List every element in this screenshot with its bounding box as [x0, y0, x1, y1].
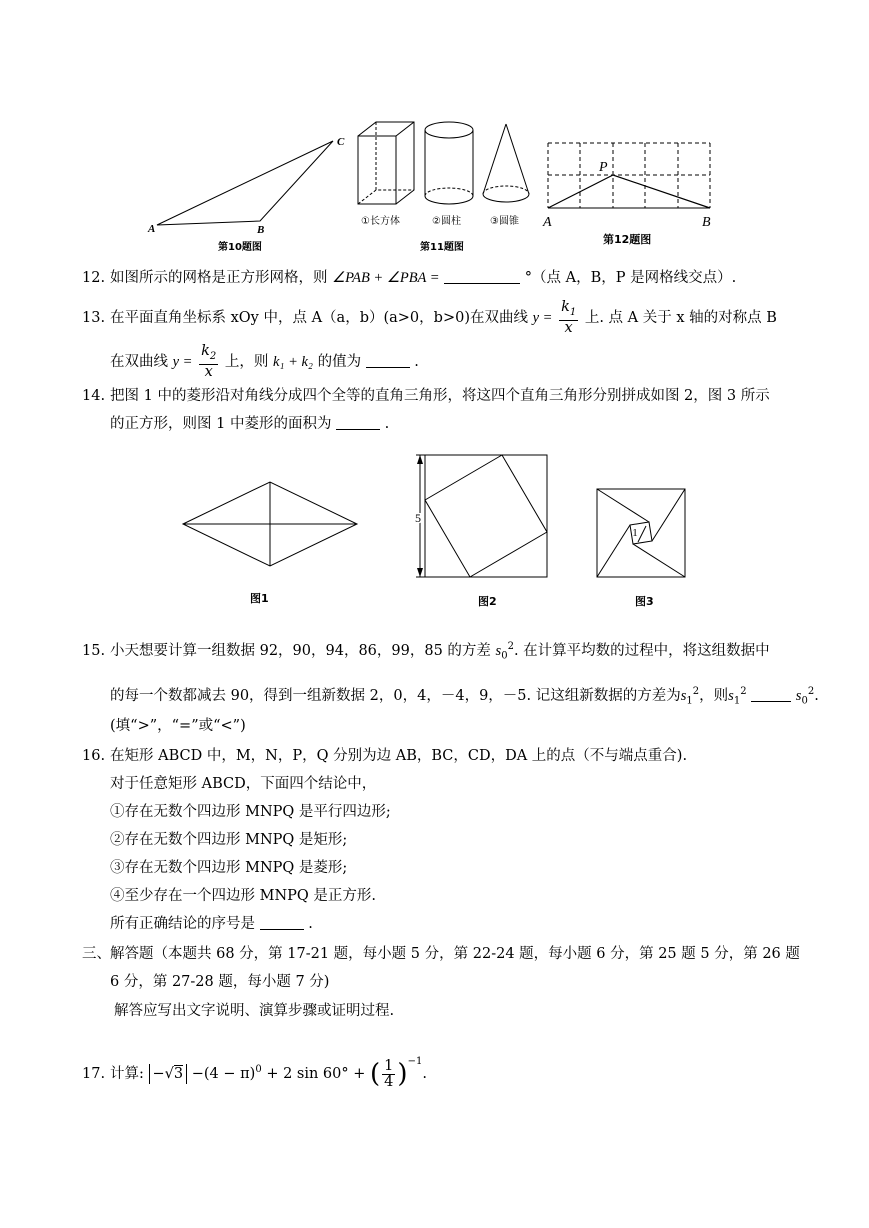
- question-number: 12.: [82, 270, 106, 286]
- figure-2-caption: 图2: [478, 595, 497, 608]
- answer-blank[interactable]: [444, 269, 520, 284]
- question-12: 12. 如图所示的网格是正方形网格，则 ∠PAB + ∠PBA = °（点 A，B，P 是网格线交点）.: [82, 270, 737, 286]
- small-square-side-label: 1: [632, 527, 638, 539]
- question-14-line-1: 14. 把图 1 中的菱形沿对角线分成四个全等的直角三角形，将这四个直角三角形分别拼成如图 2，图 3 所示: [82, 388, 770, 404]
- solid-label-cone: ③圆锥: [490, 216, 519, 227]
- point-b-label: B: [702, 215, 711, 230]
- question-16-option-1: ①存在无数个四边形 MNPQ 是平行四边形;: [110, 804, 391, 820]
- k-sum-expression: k₁ + k₂: [272, 354, 313, 370]
- question-16-line-7: 所有正确结论的序号是 .: [110, 916, 313, 932]
- question-number: 15.: [82, 642, 106, 659]
- figure-10-triangle: [145, 133, 355, 238]
- side-length-label: 5: [415, 511, 421, 525]
- question-16-option-2: ②存在无数个四边形 MNPQ 是矩形;: [110, 832, 348, 848]
- section-number: 三、: [82, 946, 111, 962]
- vertex-a-label: A: [148, 223, 156, 235]
- answer-blank[interactable]: [751, 687, 791, 702]
- vertex-b-label: B: [257, 224, 265, 236]
- question-14-line-2: 的正方形，则图 1 中菱形的面积为 .: [110, 416, 390, 432]
- figure-2-square: [410, 452, 555, 584]
- figure-11-caption: 第11题图: [420, 242, 464, 253]
- point-p-label: P: [599, 160, 608, 175]
- answer-blank[interactable]: [366, 353, 410, 368]
- solid-label-cylinder: ②圆柱: [432, 216, 461, 227]
- question-16-line-1: 16. 在矩形 ABCD 中，M，N，P，Q 分别为边 AB，BC，CD，DA 上的点（不与端点重合).: [82, 748, 688, 764]
- fraction-one-quarter: $\frac{1}{4}$: [384, 1057, 394, 1090]
- question-13-line-2: 在双曲线 y = $\frac{k_2}{x}$ 上，则 k₁ + k₂ 的值为 .: [110, 343, 419, 380]
- figure-11-solids: [354, 118, 544, 223]
- fraction-k1-over-x: $\frac{k_1}{x}$: [561, 299, 577, 336]
- question-15-line-1: 15. 小天想要计算一组数据 92，90，94，86，99，85 的方差 $s_0^2$. 在计算平均数的过程中，将这组数据中: [82, 641, 770, 662]
- absolute-value-neg-sqrt3: −√3: [149, 1064, 188, 1084]
- question-16-option-4: ④至少存在一个四边形 MNPQ 是正方形.: [110, 888, 377, 904]
- section-3-line-3: 解答应写出文字说明、演算步骤或证明过程.: [114, 1003, 395, 1019]
- solid-label-cuboid: ①长方体: [361, 216, 400, 227]
- question-number: 17.: [82, 1066, 106, 1082]
- figure-3-caption: 图3: [635, 595, 654, 608]
- answer-blank[interactable]: [336, 415, 380, 430]
- figure-12-caption: 第12题图: [603, 233, 652, 246]
- figure-1-rhombus: [180, 478, 360, 573]
- question-15-line-2: 的每一个数都减去 90，得到一组新数据 2，0，4，－4，9，－5. 记这组新数据的方差为$s_1^2$，则$s_1^2$ $s_0^2$.: [110, 686, 819, 707]
- figure-3-square: [594, 486, 689, 581]
- question-16-line-2: 对于任意矩形 ABCD，下面四个结论中，: [110, 776, 377, 792]
- section-3-line-2: 6 分，第 27-28 题，每小题 7 分): [110, 974, 330, 990]
- figure-1-caption: 图1: [250, 592, 269, 605]
- vertex-c-label: C: [337, 136, 345, 148]
- question-number: 14.: [82, 388, 106, 404]
- angle-expression: ∠PAB + ∠PBA =: [332, 270, 440, 286]
- question-15-line-3: (填“>”，“=”或“<”): [110, 718, 246, 734]
- question-number: 16.: [82, 748, 106, 764]
- answer-blank[interactable]: [260, 915, 304, 930]
- question-13-line-1: 13. 在平面直角坐标系 xOy 中，点 A（a，b）(a>0，b>0)在双曲线 y = $\frac{k_1}{x}$ 上. 点 A 关于 x 轴的对称点 B: [82, 296, 802, 340]
- fraction-k2-over-x: $\frac{k_2}{x}$: [201, 343, 217, 380]
- section-3-line-1: 三、解答题（本题共 68 分，第 17-21 题，每小题 5 分，第 22-24 题，每小题 6 分，第 25 题 5 分，第 26 题: [82, 946, 800, 962]
- question-17: 17. 计算: $-√3 -(4 - \pi)^0 + 2$ sin 60° + ( $\frac{1}{4}$ )$^{-1}$.: [82, 1040, 802, 1084]
- figure-12-grid: [540, 135, 720, 230]
- figure-10-caption: 第10题图: [218, 242, 262, 253]
- question-number: 13.: [82, 310, 106, 326]
- question-16-option-3: ③存在无数个四边形 MNPQ 是菱形;: [110, 860, 348, 876]
- point-a-label: A: [543, 215, 552, 230]
